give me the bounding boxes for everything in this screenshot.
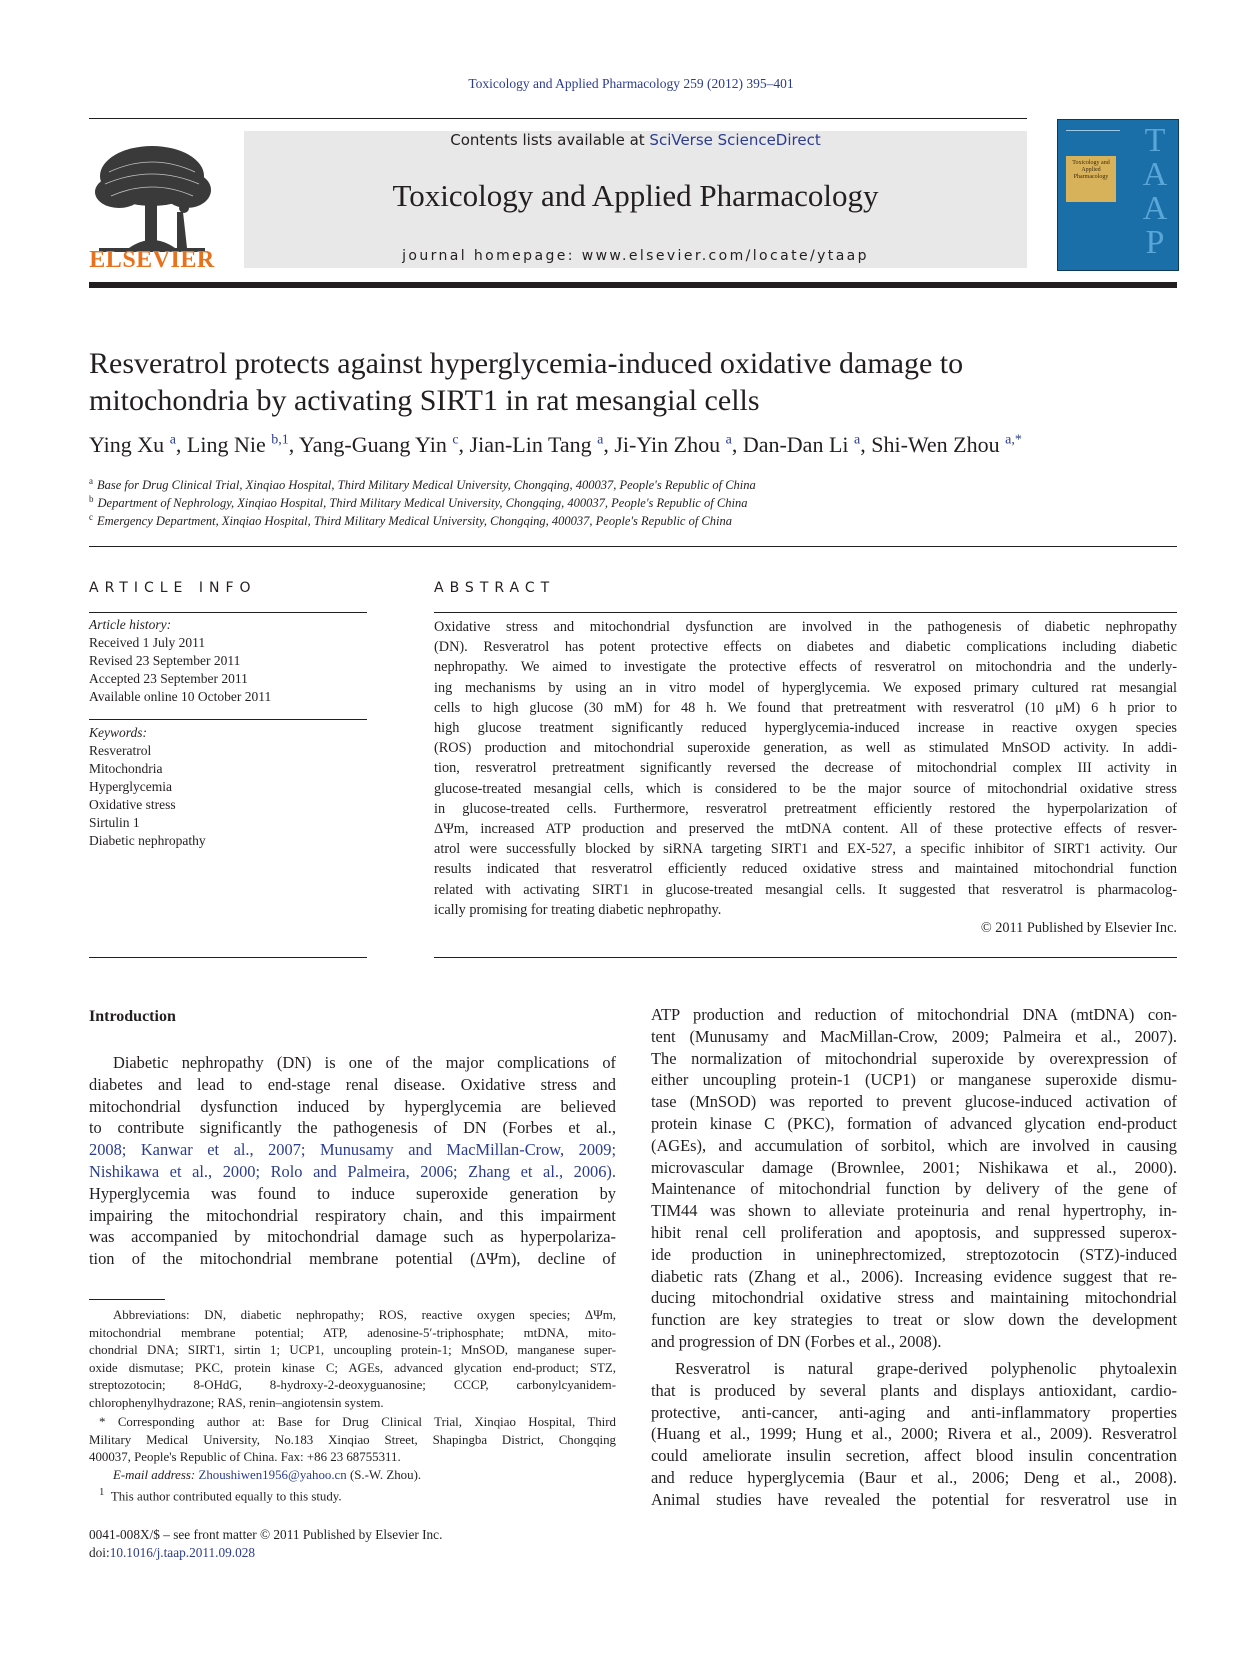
- affiliation-text: Emergency Department, Xinqiao Hospital, Third Military Medical University, Chongqing, 400037, People's Republic of China: [97, 514, 732, 529]
- doi-link[interactable]: 10.1016/j.taap.2011.09.028: [109, 1544, 256, 1560]
- abstract-copyright: © 2011 Published by Elsevier Inc.: [980, 920, 1177, 936]
- keyword: Diabetic nephropathy: [89, 833, 206, 848]
- author-affiliation-mark[interactable]: c: [452, 432, 459, 448]
- cover-letters: TAAP: [1142, 122, 1168, 261]
- abstract-text: [434, 617, 1177, 920]
- affiliation-text: Department of Nephrology, Xinqiao Hospital, Third Military Medical University, Chongqing, 400037, People's Republic of China: [97, 496, 748, 511]
- author[interactable]: Ling Nie: [186, 432, 266, 457]
- body-line: that is produced by several plants and displays antioxidant, cardio-: [651, 1380, 1177, 1400]
- title-line: Resveratrol protects against hyperglycemia-induced oxidative damage to: [89, 347, 964, 380]
- footnote-line: 400037, People's Republic of China. Fax: +86 23 68755311.: [89, 1450, 401, 1465]
- footnote-line: oxide dismutase; PKC, protein kinase C; AGEs, advanced glycation end-product; STZ,: [89, 1360, 616, 1375]
- body-column-2-paragraph-2: [651, 1358, 1177, 1511]
- body-line: either uncoupling protein-1 (UCP1) or manganese superoxide dismu-: [651, 1070, 1177, 1090]
- cover-title: Toxicology and Applied Pharmacology: [1066, 156, 1116, 202]
- body-line: protective, anti-cancer, anti-aging and anti-inflammatory properties: [651, 1402, 1177, 1422]
- keyword: Mitochondria: [89, 761, 163, 776]
- author-affiliation-mark[interactable]: a: [169, 432, 176, 448]
- abstract-line: nephropathy. We aimed to investigate the protective effects of resveratrol on mitochondria and the underly-: [434, 659, 1177, 676]
- citation-link[interactable]: 2008; Kanwar et al., 2007; Munusamy and MacMillan-Crow, 2009;: [89, 1140, 616, 1160]
- body-line: tase (MnSOD) was reported to prevent glucose-induced activation of: [651, 1092, 1177, 1112]
- affiliation-text: Base for Drug Clinical Trial, Xinqiao Hospital, Third Military Medical University, Chongqing, 400037, People's Republic of China: [97, 478, 756, 493]
- journal-cover-image: [1057, 119, 1179, 271]
- body-line-text: to contribute significantly the pathogenesis of DN (Forbes et al.,: [89, 1118, 616, 1138]
- corresponding-author-footnote: [89, 1414, 616, 1506]
- email-suffix: (S.-W. Zhou).: [346, 1467, 422, 1482]
- body-line: Hyperglycemia was found to induce superoxide generation by: [89, 1183, 616, 1203]
- footnote-mark: 1: [99, 1486, 105, 1499]
- abstract-line: high glucose treatment significantly reduced hyperglycemia-induced increase in reactive oxygen species: [434, 720, 1177, 737]
- body-line: (AGEs), and accumulation of sorbitol, which are involved in causing: [651, 1135, 1177, 1155]
- abstract-line: ically promising for treating diabetic nephropathy.: [434, 901, 722, 918]
- history-received: Received 1 July 2011: [89, 635, 206, 650]
- sciencedirect-link[interactable]: SciVerse ScienceDirect: [649, 131, 821, 149]
- abstract-line: cells to high glucose (30 mM) for 48 h. We found that pretreatment with resveratrol (10 μM) 6 h prior to: [434, 699, 1177, 716]
- body-line: ATP production and reduction of mitochondrial DNA (mtDNA) con-: [651, 1005, 1177, 1024]
- footnote-line: mitochondrial membrane potential; ATP, adenosine-5′-triphosphate; mtDNA, mito-: [89, 1325, 616, 1340]
- body-line: tion of the mitochondrial membrane potential (ΔΨm), decline of: [89, 1249, 616, 1269]
- body-line: (Huang et al., 1999; Hung et al., 2000; Rivera et al., 2009). Resveratrol: [651, 1424, 1177, 1444]
- author[interactable]: Ji-Yin Zhou: [614, 432, 721, 457]
- keywords-rule: [89, 719, 367, 720]
- author-affiliation-mark[interactable]: b,1: [271, 432, 289, 448]
- author-affiliation-mark[interactable]: a: [854, 432, 861, 448]
- history-revised: Revised 23 September 2011: [89, 653, 241, 668]
- article-info-bottom-rule: [89, 957, 367, 958]
- keyword: Oxidative stress: [89, 797, 176, 812]
- footnote-line: chondrial DNA; SIRT1, sirtin 1; UCP1, uncoupling protein-1; MnSOD, manganese super-: [89, 1343, 616, 1358]
- body-line: microvascular damage (Brownlee, 2001; Nishikawa et al., 2000).: [651, 1157, 1177, 1177]
- body-line: impairing the mitochondrial respiratory chain, and this impairment: [89, 1205, 616, 1225]
- abstract-line: in glucose-treated cells. Furthermore, resveratrol pretreatment efficiently restored the hyperpolarization of: [434, 800, 1177, 817]
- author[interactable]: Dan-Dan Li: [742, 432, 849, 457]
- journal-citation[interactable]: Toxicology and Applied Pharmacology 259 (2012) 395–401: [468, 76, 794, 91]
- body-line: and progression of DN (Forbes et al., 2008).: [651, 1331, 942, 1351]
- affiliation-mark: b: [89, 494, 94, 504]
- email-label: E-mail address:: [113, 1467, 199, 1482]
- author-affiliation-mark[interactable]: a: [725, 432, 732, 448]
- journal-homepage[interactable]: journal homepage: www.elsevier.com/locate/ytaap: [402, 248, 869, 264]
- body-line: mitochondrial dysfunction induced by hyperglycemia are believed: [89, 1096, 616, 1116]
- abstract-line: Oxidative stress and mitochondrial dysfunction are involved in the pathogenesis of diabetic nephropathy: [434, 619, 1177, 635]
- keywords-label: Keywords:: [89, 725, 147, 740]
- abstract-line: related with activating SIRT1 in glucose-treated mesangial cells. It suggested that resveratrol is pharmacolog-: [434, 881, 1177, 898]
- affiliation-mark: c: [89, 512, 93, 522]
- body-column-1: [89, 1052, 616, 1270]
- body-line: TIM44 was shown to alleviate proteinuria and renal hypertrophy, in-: [651, 1201, 1177, 1221]
- abstract-line: ing mechanisms by using an in vitro model of hyperglycemia. We exposed primary cultured rat mesangial: [434, 679, 1177, 696]
- body-line: and reduce hyperglycemia (Baur et al., 2006; Deng et al., 2008).: [651, 1467, 1177, 1487]
- abstract-rule: [434, 612, 1177, 613]
- abstract-heading: ABSTRACT: [434, 580, 556, 596]
- abstract-line: ΔΨm, increased ATP production and preserved the mtDNA content. All of these protective effects of resver-: [434, 821, 1177, 838]
- contents-prefix: Contents lists available at: [450, 131, 650, 149]
- article-info-rule: [89, 612, 367, 613]
- body-line: Animal studies have revealed the potential for resveratrol use in: [651, 1489, 1177, 1509]
- contents-line: [244, 131, 1027, 149]
- footnote-rule: [89, 1299, 165, 1300]
- author[interactable]: Yang-Guang Yin: [298, 432, 447, 457]
- elsevier-wordmark: ELSEVIER: [89, 247, 215, 273]
- email-link[interactable]: Zhoushiwen1956@yahoo.cn: [198, 1467, 347, 1482]
- article-history-label: Article history:: [89, 617, 172, 632]
- abstract-line: (DN). Resveratrol has potent protective effects on diabetes and diabetic complications including diabetic: [434, 639, 1177, 656]
- keyword: Hyperglycemia: [89, 779, 172, 794]
- body-column-2-paragraph-1: [651, 1004, 1177, 1353]
- header-rule: [89, 118, 1027, 119]
- citation-link[interactable]: Nishikawa et al., 2000; Rolo and Palmeira, 2006; Zhang et al., 2006).: [89, 1161, 616, 1181]
- keyword: Sirtulin 1: [89, 815, 140, 830]
- author[interactable]: Jian-Lin Tang: [469, 432, 592, 457]
- abbreviations-footnote: [89, 1307, 616, 1413]
- journal-name: Toxicology and Applied Pharmacology: [392, 178, 879, 213]
- body-line: function are key strategies to treat or slow down the development: [651, 1310, 1177, 1330]
- abstract-line: atrol were successfully blocked by siRNA targeting SIRT1 and EX-527, a specific inhibitor of SIRT1 activity. Our: [434, 841, 1177, 858]
- article-title: [89, 345, 1177, 419]
- affiliation: [89, 512, 732, 529]
- email-line: [89, 1467, 616, 1485]
- body-line: [89, 1117, 616, 1139]
- doi-line: [89, 1544, 442, 1562]
- author-list: Ying Xu $^a$, Ling Nie $^{b,1}$, Yang-Guang Yin $^c$, Jian-Lin Tang $^a$, Ji-Yin Zhou $^a$, Dan-Dan Li $^a$, Shi-Wen Zhou $^{a,*}$: [89, 432, 1022, 457]
- body-line: could ameliorate insulin secretion, affect blood insulin concentration: [651, 1446, 1177, 1466]
- footnote-line: streptozotocin; 8-OHdG, 8-hydroxy-2-deoxyguanosine; CCCP, carbonylcyanidem-: [89, 1378, 616, 1393]
- author[interactable]: Ying Xu: [89, 432, 165, 457]
- history-online: Available online 10 October 2011: [89, 689, 272, 704]
- article-info-heading: ARTICLE INFO: [89, 580, 257, 596]
- title-line: mitochondria by activating SIRT1 in rat mesangial cells: [89, 384, 760, 417]
- author[interactable]: Shi-Wen Zhou: [871, 432, 1000, 457]
- abstract-line: tion, resveratrol pretreatment significantly reversed the decrease of mitochondrial complex III activity in: [434, 760, 1177, 777]
- body-line: tent (Munusamy and MacMillan-Crow, 2009; Palmeira et al., 2007).: [651, 1026, 1177, 1046]
- abstract-line: glucose-treated mesangial cells, which is considered to be the major source of mitochondrial oxidative stress: [434, 780, 1177, 797]
- affiliation: [89, 476, 756, 493]
- footnote-line: chlorophenylhydrazone; RAS, renin–angiotensin system.: [89, 1395, 384, 1410]
- footnote-text: This author contributed equally to this study.: [110, 1489, 342, 1504]
- body-line: ducing mitochondrial oxidative stress and maintaining mitochondrial: [651, 1288, 1177, 1308]
- equal-contribution-footnote: [89, 1484, 616, 1506]
- body-line: The normalization of mitochondrial superoxide by overexpression of: [651, 1048, 1177, 1068]
- body-line: diabetes and lead to end-stage renal disease. Oxidative stress and: [89, 1074, 616, 1094]
- abstract-line: (ROS) production and mitochondrial superoxide generation, as well as stimulated MnSOD activity. In addi-: [434, 740, 1177, 757]
- section-heading-introduction: Introduction: [89, 1008, 176, 1025]
- abstract-bottom-rule: [434, 957, 1177, 958]
- header-thick-rule: [89, 282, 1177, 288]
- body-line: Diabetic nephropathy (DN) is one of the major complications of: [113, 1053, 616, 1072]
- cover-rule: [1066, 130, 1120, 149]
- body-line: Resveratrol is natural grape-derived polyphenolic phytoalexin: [675, 1359, 1177, 1378]
- body-line: ide production in uninephrectomized, streptozotocin (STZ)-induced: [651, 1244, 1177, 1264]
- abstract-line: results indicated that resveratrol efficiently reduced oxidative stress and maintained mitochondrial function: [434, 861, 1177, 878]
- issn-line: 0041-008X/$ – see front matter © 2011 Published by Elsevier Inc.: [89, 1527, 443, 1542]
- body-line: Maintenance of mitochondrial function by delivery of the gene of: [651, 1179, 1177, 1199]
- footnote-line: Military Medical University, No.183 Xinqiao Street, Shapingba District, Chongqing: [89, 1432, 616, 1447]
- author-affiliation-mark[interactable]: a,*: [1005, 432, 1022, 448]
- body-line: hibit renal cell proliferation and apoptosis, and suppressed superox-: [651, 1222, 1177, 1242]
- title-block-rule: [89, 546, 1177, 547]
- body-line: protein kinase C (PKC), formation of advanced glycation end-product: [651, 1113, 1177, 1133]
- footnote-line: Abbreviations: DN, diabetic nephropathy; ROS, reactive oxygen species; ΔΨm,: [113, 1308, 616, 1322]
- front-matter: [89, 1526, 442, 1561]
- keyword: Resveratrol: [89, 743, 152, 758]
- affiliation-mark: a: [89, 476, 93, 486]
- body-line: was accompanied by mitochondrial damage such as hyperpolariza-: [89, 1227, 616, 1247]
- affiliation: [89, 494, 747, 511]
- body-line: diabetic rats (Zhang et al., 2006). Increasing evidence suggest that re-: [651, 1266, 1177, 1286]
- doi-prefix: doi:: [89, 1544, 110, 1560]
- author-affiliation-mark[interactable]: a: [597, 432, 604, 448]
- history-accepted: Accepted 23 September 2011: [89, 671, 248, 686]
- footnote-line: * Corresponding author at: Base for Drug Clinical Trial, Xinqiao Hospital, Third: [99, 1415, 616, 1429]
